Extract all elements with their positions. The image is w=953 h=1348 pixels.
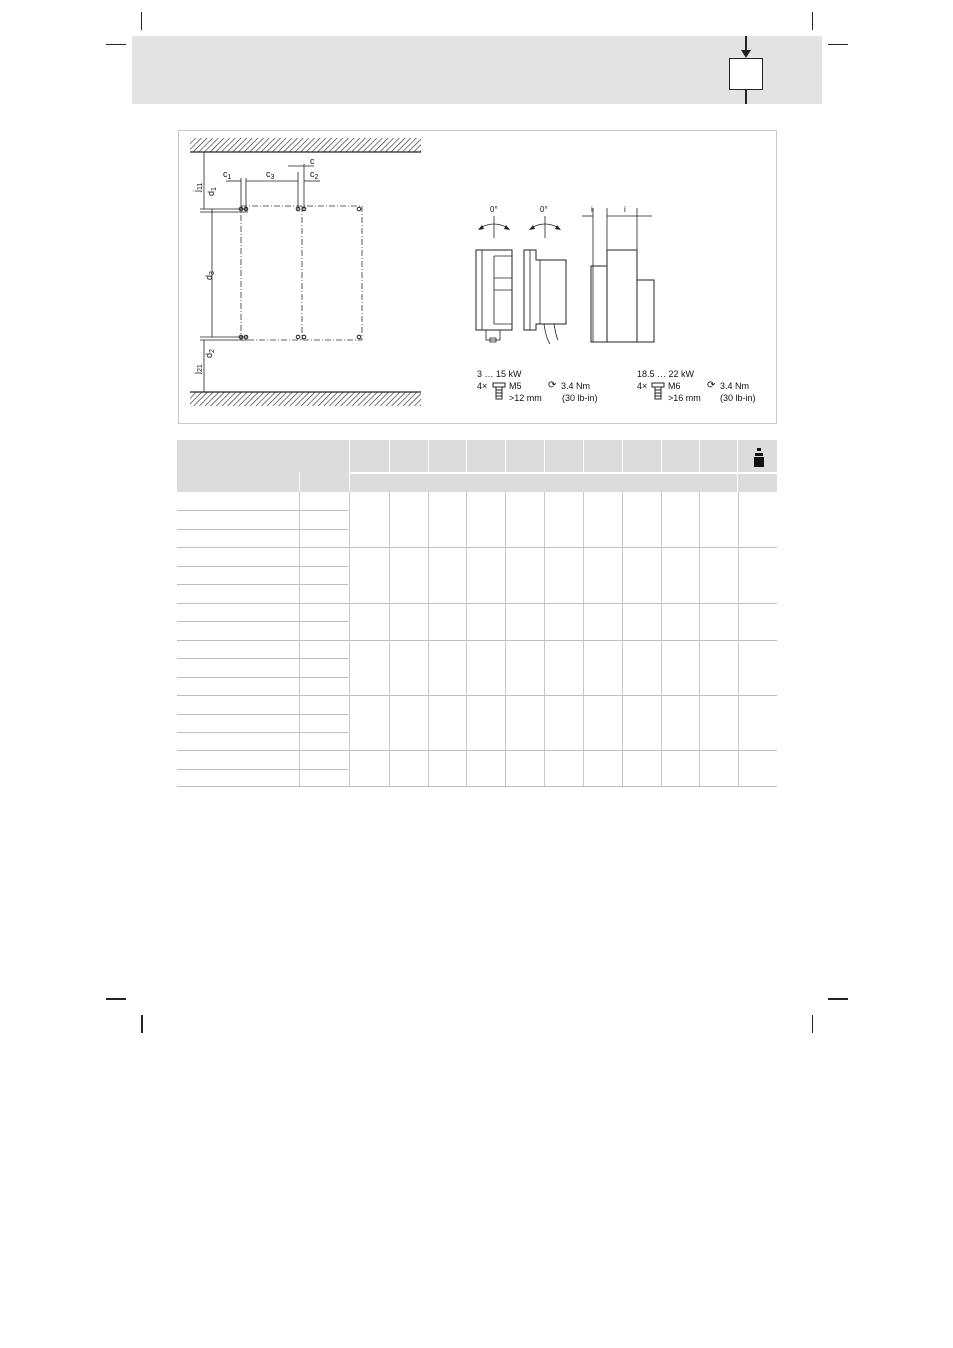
clearance-label-i-right: i [624, 205, 626, 214]
caption-torque-imperial-small: (30 lb-in) [562, 393, 598, 403]
angle-label-left: 0° [490, 205, 498, 214]
dim-label-d1: $d_1$ [206, 187, 218, 196]
caption-count-small: 4× [477, 381, 488, 391]
crop-mark-bottom-left-horizontal [106, 998, 126, 1000]
dim-label-j21: $j_{21}$ [192, 364, 204, 374]
caption-range-small: 3 … 15 kW [477, 369, 522, 379]
crop-mark-top-right-vertical [812, 12, 813, 30]
caption-screw-large: M6 [668, 381, 681, 391]
page-header-band [132, 36, 822, 104]
dim-label-c3: $c_3$ [266, 169, 275, 181]
bottom-wall-hatch [190, 392, 421, 406]
crop-mark-bottom-right-vertical [812, 1015, 813, 1033]
caption-length-large: >16 mm [668, 393, 701, 403]
clearance-left-block [591, 266, 607, 342]
dim-label-d2: $d_2$ [204, 349, 216, 358]
dim-label-j11: $j_{11}$ [192, 182, 204, 192]
caption-length-small: >12 mm [509, 393, 542, 403]
mount-hole [296, 335, 300, 339]
dim-label-c: c [310, 156, 315, 166]
caption-range-large: 18.5 … 22 kW [637, 369, 695, 379]
screw-icon [651, 381, 665, 404]
top-wall-hatch [190, 138, 421, 152]
clearance-center-block [607, 250, 637, 342]
device-side-views-drawing [470, 198, 670, 350]
chapter-marker-box [729, 58, 763, 90]
crop-mark-bottom-left-vertical [141, 1015, 143, 1033]
torque-icon: ⟳ [548, 380, 557, 391]
mounting-dimension-drawing [186, 136, 426, 411]
caption-torque-small: 3.4 Nm [561, 381, 591, 391]
clearance-label-i-left: i [591, 205, 593, 214]
crop-mark-top-left-vertical [141, 12, 142, 30]
dimensions-table [177, 440, 777, 788]
caption-torque-imperial-large: (30 lb-in) [720, 393, 756, 403]
caption-screw-small: M5 [509, 381, 522, 391]
outline-device-area [241, 206, 362, 340]
mount-hole [357, 207, 361, 211]
header-arrow-head-icon [741, 50, 751, 58]
header-arrow-line-bottom [745, 90, 747, 104]
weight-icon [752, 448, 766, 473]
table-header-subrow-weight [738, 474, 777, 492]
dim-label-c1: $c_1$ [223, 169, 232, 181]
crop-mark-top-left-horizontal [106, 44, 126, 45]
crop-mark-top-right-horizontal [828, 44, 848, 45]
mount-hole [302, 335, 306, 339]
clearance-right-block [637, 280, 654, 342]
crop-mark-bottom-right-horizontal [828, 998, 848, 1000]
dim-label-d3: $d_3$ [204, 271, 216, 280]
caption-torque-large: 3.4 Nm [720, 381, 750, 391]
dim-label-c2: $c_2$ [310, 169, 319, 181]
mount-hole [357, 335, 361, 339]
table-header-left [177, 440, 349, 492]
caption-count-large: 4× [637, 381, 648, 391]
screw-icon [492, 381, 506, 404]
table-header-subrow [350, 474, 737, 492]
torque-icon: ⟳ [707, 380, 716, 391]
angle-label-right: 0° [540, 205, 548, 214]
